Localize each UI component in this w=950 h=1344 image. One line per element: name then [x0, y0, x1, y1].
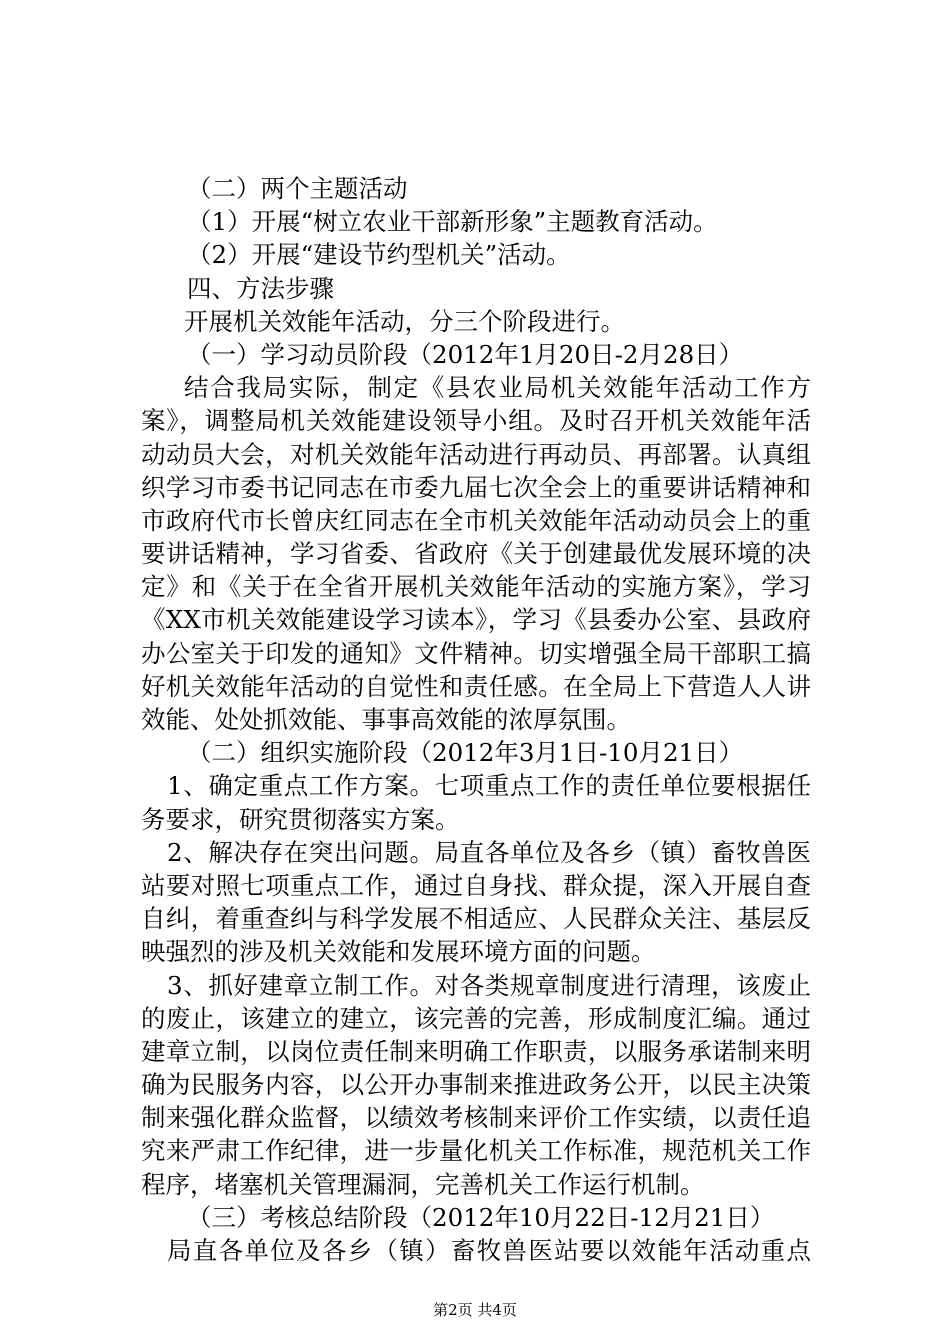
- body-line: （1）开展“树立农业干部新形象”主题教育活动。: [187, 207, 718, 237]
- body-line: 结合我局实际，制定《县农业局机关效能年活动工作方: [184, 373, 811, 403]
- body-line: （二）两个主题活动: [187, 174, 408, 203]
- body-line: （三）考核总结阶段（2012年10月22日-12月21日）: [187, 1202, 775, 1232]
- page-footer: 第2页 共4页: [433, 1301, 517, 1319]
- body-line: 定》和《关于在全省开展机关效能年活动的实施方案》，学习: [141, 572, 811, 602]
- body-line: 映强烈的涉及机关效能和发展环境方面的问题。: [141, 937, 656, 967]
- body-line: 好机关效能年活动的自觉性和责任感。在全局上下营造人人讲: [141, 671, 811, 701]
- body-line: 织学习市委书记同志在市委九届七次全会上的重要讲话精神和: [141, 472, 811, 502]
- body-line: 《XX市机关效能建设学习读本》，学习《县委办公室、县政府: [141, 605, 811, 635]
- body-line: 四、方法步骤: [187, 273, 334, 303]
- body-line: 程序，堵塞机关管理漏洞，完善机关工作运行机制。: [141, 1169, 705, 1199]
- body-line: 效能、处处抓效能、事事高效能的浓厚氛围。: [141, 705, 631, 734]
- body-line: 要讲话精神，学习省委、省政府《关于创建最优发展环境的决: [141, 539, 811, 569]
- body-line: 办公室关于印发的通知》文件精神。切实增强全局干部职工搞: [141, 638, 811, 668]
- body-line: 开展机关效能年活动，分三个阶段进行。: [184, 306, 625, 336]
- body-line: 务要求，研究贯彻落实方案。: [141, 804, 460, 834]
- body-line: 究来严肃工作纪律，进一步量化机关工作标准，规范机关工作: [141, 1136, 811, 1166]
- body-line: 的废止，该建立的建立，该完善的完善，形成制度汇编。通过: [141, 1003, 811, 1033]
- body-line: （一）学习动员阶段（2012年1月20日-2月28日）: [187, 339, 744, 369]
- body-line: 案》，调整局机关效能建设领导小组。及时召开机关效能年活: [141, 406, 811, 436]
- body-line: 市政府代市长曾庆红同志在全市机关效能年活动动员会上的重: [141, 505, 811, 535]
- body-line: 3、抓好建章立制工作。对各类规章制度进行清理，该废止: [167, 970, 811, 1000]
- body-line: 确为民服务内容，以公开办事制来推进政务公开，以民主决策: [141, 1070, 811, 1100]
- body-line: 局直各单位及各乡（镇）畜牧兽医站要以效能年活动重点: [167, 1236, 811, 1265]
- body-line: 建章立制，以岗位责任制来明确工作职责，以服务承诺制来明: [141, 1036, 811, 1066]
- body-line: 制来强化群众监督，以绩效考核制来评价工作实绩，以责任追: [141, 1103, 811, 1133]
- body-line: 1、确定重点工作方案。七项重点工作的责任单位要根据任: [167, 771, 811, 801]
- body-line: 动动员大会，对机关效能年活动进行再动员、再部署。认真组: [141, 439, 811, 469]
- body-line: 2、解决存在突出问题。局直各单位及各乡（镇）畜牧兽医: [167, 837, 811, 867]
- body-line: 站要对照七项重点工作，通过自身找、群众提，深入开展自查: [141, 870, 811, 900]
- body-line: （2）开展“建设节约型机关”活动。: [187, 240, 571, 270]
- body-line: 自纠，着重查纠与科学发展不相适应、人民群众关注、基层反: [141, 904, 811, 934]
- body-line: （二）组织实施阶段（2012年3月1日-10月21日）: [187, 738, 744, 768]
- document-body: [141, 172, 811, 1267]
